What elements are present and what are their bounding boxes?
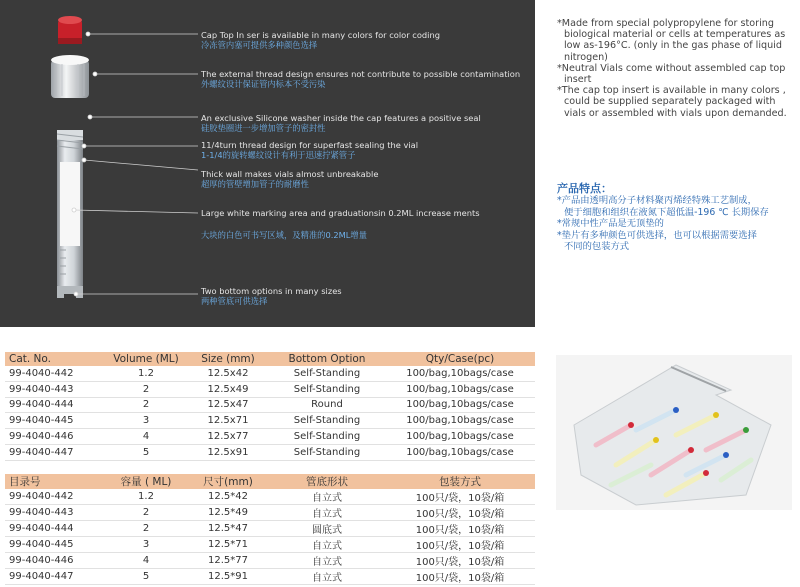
cell-cat-no: 99-4040-447	[5, 444, 105, 460]
col-cat-no: Cat. No.	[5, 352, 105, 366]
cell-bottom-option: Self-Standing	[269, 366, 385, 381]
spec-table-cn	[5, 474, 535, 585]
cell-volume: 3	[105, 413, 187, 429]
table-row	[5, 444, 535, 460]
cell-bottom-option: Round	[269, 397, 385, 413]
cell-qty-case: 100/bag,10bags/case	[385, 397, 535, 413]
product-photo-bag	[556, 355, 792, 510]
feature-line: 便于细胞和组织在液氮下超低温-196 ℃ 长期保存	[564, 206, 769, 218]
col-bottom-option: 管底形状	[269, 474, 385, 489]
cell-bottom-option: Self-Standing	[269, 444, 385, 460]
cell-cat-no: 99-4040-445	[5, 537, 105, 553]
features-list	[557, 195, 797, 253]
table-row	[5, 366, 535, 381]
callout-thick-wall	[201, 169, 378, 189]
cell-qty-case: 100只/袋，10袋/箱	[385, 537, 535, 553]
callout-en: The external thread design ensures not contribute to possible contamination	[201, 69, 521, 79]
callout-zh: 两种管底可供选择	[201, 296, 268, 306]
cell-size: 12.5x71	[187, 413, 269, 429]
cell-volume: 2	[105, 381, 187, 397]
callout-zh: 超厚的管壁增加管子的耐磨性	[201, 179, 309, 189]
table-row	[5, 505, 535, 521]
cell-qty-case: 100/bag,10bags/case	[385, 429, 535, 445]
callout-external-thread	[201, 69, 520, 89]
callout-en: Two bottom options in many sizes	[201, 286, 342, 296]
callout-zh: 外螺纹设计保证管内标本不受污染	[201, 79, 326, 89]
note-neutral-vials: *Neutral Vials come without assembled cap top insert	[557, 62, 786, 86]
cell-qty-case: 100只/袋，10袋/箱	[385, 521, 535, 537]
callout-zh: 冷冻管内塞可提供多种颜色选择	[201, 40, 318, 50]
cell-size: 12.5*47	[187, 521, 269, 537]
cell-bottom-option: 自立式	[269, 537, 385, 553]
callout-zh: 1-1/4的旋转螺纹设计有利于迅速拧紧管子	[201, 150, 356, 160]
cell-qty-case: 100/bag,10bags/case	[385, 444, 535, 460]
screw-cap	[51, 55, 89, 98]
cell-cat-no: 99-4040-442	[5, 489, 105, 505]
vial-tube	[57, 130, 83, 300]
cell-cat-no: 99-4040-446	[5, 553, 105, 569]
table-header-row	[5, 352, 535, 366]
callout-en: Thick wall makes vials almost unbreakable	[201, 169, 379, 179]
cell-size: 12.5x42	[187, 366, 269, 381]
cell-cat-no: 99-4040-443	[5, 381, 105, 397]
cell-bottom-option: 圆底式	[269, 521, 385, 537]
cell-volume: 1.2	[105, 366, 187, 381]
cell-cat-no: 99-4040-442	[5, 366, 105, 381]
product-diagram	[0, 0, 535, 327]
feature-line: *产品由透明高分子材料聚丙烯经特殊工艺制成，	[557, 195, 757, 206]
cell-size: 12.5*49	[187, 505, 269, 521]
col-size: Size (mm)	[187, 352, 269, 366]
cell-size: 12.5x47	[187, 397, 269, 413]
cell-volume: 5	[105, 444, 187, 460]
cell-qty-case: 100只/袋，10袋/箱	[385, 553, 535, 569]
feature-line: *常规中性产品是无顶垫的	[557, 218, 664, 230]
col-cat-no: 目录号	[5, 474, 105, 489]
spec-table-en	[5, 352, 535, 461]
callout-en: Cap Top In ser is available in many colors for color coding	[201, 30, 441, 40]
callout-zh: 硅胶垫圈进一步增加管子的密封性	[201, 123, 326, 133]
leader-lines	[72, 32, 198, 296]
cell-bottom-option: Self-Standing	[269, 413, 385, 429]
cell-volume: 2	[105, 521, 187, 537]
callout-en: 11/4turn thread design for superfast sealing the vial	[201, 140, 419, 150]
table-row	[5, 429, 535, 445]
callout-thread-turn	[201, 140, 418, 160]
table-row	[5, 413, 535, 429]
table-row	[5, 381, 535, 397]
cell-size: 12.5x49	[187, 381, 269, 397]
cell-size: 12.5x77	[187, 429, 269, 445]
table-row	[5, 569, 535, 585]
cell-size: 12.5x91	[187, 444, 269, 460]
cell-size: 12.5*71	[187, 537, 269, 553]
cell-volume: 1.2	[105, 489, 187, 505]
cell-qty-case: 100只/袋，10袋/箱	[385, 569, 535, 585]
col-qty-case: 包装方式	[385, 474, 535, 489]
cell-qty-case: 100/bag,10bags/case	[385, 381, 535, 397]
cell-bottom-option: Self-Standing	[269, 429, 385, 445]
cell-cat-no: 99-4040-443	[5, 505, 105, 521]
cell-bottom-option: 自立式	[269, 553, 385, 569]
cell-size: 12.5*77	[187, 553, 269, 569]
cell-qty-case: 100/bag,10bags/case	[385, 413, 535, 429]
cell-cat-no: 99-4040-444	[5, 521, 105, 537]
cell-volume: 2	[105, 397, 187, 413]
col-bottom-option: Bottom Option	[269, 352, 385, 366]
english-notes	[557, 18, 797, 119]
table-row	[5, 553, 535, 569]
table-row	[5, 521, 535, 537]
bag-of-vials-image	[556, 355, 792, 510]
table-header-row	[5, 474, 535, 489]
cell-size: 12.5*42	[187, 489, 269, 505]
feature-line: 不同的包装方式	[564, 241, 630, 253]
table-row	[5, 489, 535, 505]
cell-cat-no: 99-4040-444	[5, 397, 105, 413]
callout-silicone-washer	[201, 113, 481, 133]
col-qty-case: Qty/Case(pc)	[385, 352, 535, 366]
cell-qty-case: 100只/袋，10袋/箱	[385, 505, 535, 521]
cell-bottom-option: 自立式	[269, 489, 385, 505]
callout-en: An exclusive Silicone washer inside the cap features a positive seal	[201, 113, 481, 123]
table-row	[5, 397, 535, 413]
cell-bottom-option: 自立式	[269, 569, 385, 585]
note-material: *Made from special polypropylene for storing biological material or cells at temperatures as low as-196°C. (only in the gas phase of liquid nitrogen)	[557, 18, 786, 63]
features-title: 产品特点：	[557, 182, 612, 195]
cell-size: 12.5*91	[187, 569, 269, 585]
cell-volume: 4	[105, 429, 187, 445]
callout-zh: 大块的白色可书写区域，及精准的0.2ML增量	[201, 230, 368, 240]
callout-bottom-options	[201, 286, 342, 306]
callout-cap-insert	[201, 30, 440, 50]
callout-en: Large white marking area and graduationsin 0.2ML increase ments	[201, 208, 480, 218]
cell-cat-no: 99-4040-445	[5, 413, 105, 429]
note-cap-insert: *The cap top insert is available in many colors , could be supplied separately packaged with vials or assembled with vials upon demanded.	[557, 85, 787, 119]
feature-line: *垫片有多种颜色可供选择，也可以根据需要选择	[557, 229, 757, 241]
cell-volume: 3	[105, 537, 187, 553]
cell-volume: 4	[105, 553, 187, 569]
cell-bottom-option: 自立式	[269, 505, 385, 521]
cap-insert-red	[58, 16, 82, 44]
col-volume: 容量 ( ML)	[105, 474, 187, 489]
table-row	[5, 537, 535, 553]
cell-volume: 2	[105, 505, 187, 521]
cell-qty-case: 100/bag,10bags/case	[385, 366, 535, 381]
cell-volume: 5	[105, 569, 187, 585]
cell-cat-no: 99-4040-447	[5, 569, 105, 585]
cell-bottom-option: Self-Standing	[269, 381, 385, 397]
cell-qty-case: 100只/袋，10袋/箱	[385, 489, 535, 505]
col-size: 尺寸(mm)	[187, 474, 269, 489]
cell-cat-no: 99-4040-446	[5, 429, 105, 445]
col-volume: Volume (ML)	[105, 352, 187, 366]
callout-marking-area	[201, 208, 480, 240]
